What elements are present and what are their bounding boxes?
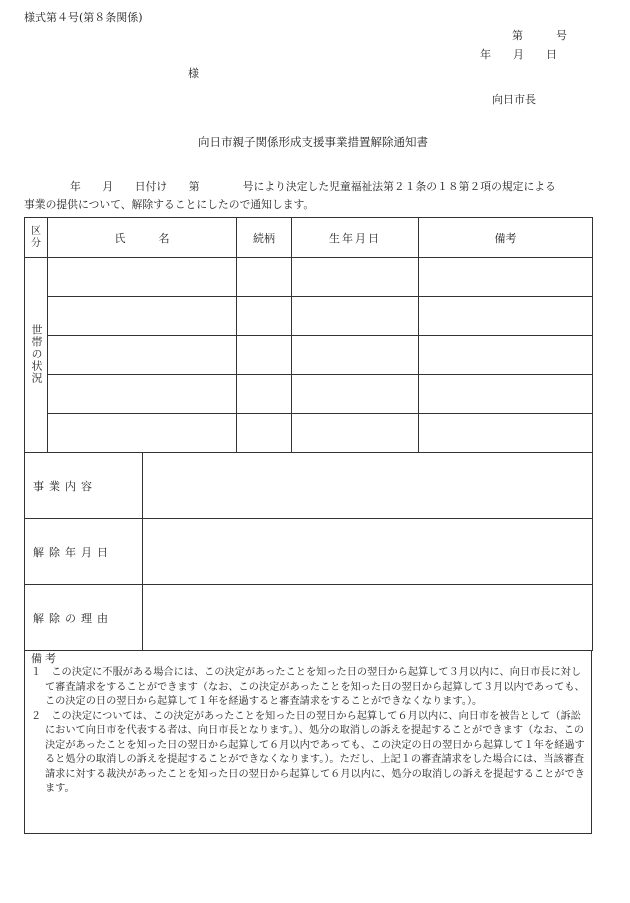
relationship-cell — [237, 258, 292, 297]
relationship-cell — [237, 297, 292, 336]
remarks-cell — [419, 258, 593, 297]
birthdate-cell — [292, 258, 419, 297]
document-title: 向日市親子関係形成支援事業措置解除通知書 — [198, 135, 428, 149]
name-cell — [48, 414, 237, 453]
household-label: 世帯の状況 — [25, 258, 48, 453]
remarks-cell — [419, 414, 593, 453]
cancellation-reason-value — [143, 585, 593, 651]
birthdate-cell — [292, 336, 419, 375]
household-table — [24, 217, 593, 651]
cancellation-reason-label: 解除の理由 — [25, 585, 143, 651]
relationship-cell — [237, 336, 292, 375]
issuer: 向日市長 — [492, 93, 536, 106]
relationship-cell — [237, 414, 292, 453]
issue-date: 年 月 日 — [480, 48, 557, 61]
remarks-cell — [419, 297, 593, 336]
form-number: 様式第４号(第８条関係) — [24, 11, 143, 24]
header-birthdate: 生年月日 — [292, 218, 419, 258]
birthdate-cell — [292, 414, 419, 453]
recipient-suffix: 様 — [188, 67, 199, 80]
body-line-1: 年 月 日付け 第 号により決定した児童福祉法第２１条の１８第２項の規定による — [70, 180, 556, 193]
header-remarks: 備考 — [419, 218, 593, 258]
business-content-label: 事業内容 — [25, 453, 143, 519]
remarks-cell — [419, 336, 593, 375]
header-name: 氏 名 — [48, 218, 237, 258]
cancellation-date-label: 解除年月日 — [25, 519, 143, 585]
birthdate-cell — [292, 375, 419, 414]
note-item-2: ２ この決定については、この決定があったことを知った日の翌日から起算して６月以内に、向日市を被告として（訴訟において向日市を代表する者は、向日市長となります。）、処分の取消しの訴えを提起することができます（なお、この決定があったことを知った日の翌日から起算して６月以内であっても、この決定の日の翌日から起算して１年を経過すると処分の取消しの訴えを提起することができなくなります。）。ただし、上記１の審査請求をした場合には、当該審査請求に対する裁決があったことを知った日の翌日から起算して６月以内に、処分の取消しの訴えを提起することができます。 — [31, 710, 585, 794]
cancellation-date-value — [143, 519, 593, 585]
header-category: 区分 — [25, 218, 48, 258]
notes-box — [24, 650, 592, 834]
name-cell — [48, 297, 237, 336]
name-cell — [48, 258, 237, 297]
document-number: 第 号 — [512, 29, 567, 42]
name-cell — [48, 375, 237, 414]
name-cell — [48, 336, 237, 375]
remarks-cell — [419, 375, 593, 414]
header-relationship: 続柄 — [237, 218, 292, 258]
body-line-2: 事業の提供について、解除することにしたので通知します。 — [24, 198, 315, 211]
business-content-value — [143, 453, 593, 519]
note-item-1: １ この決定に不服がある場合には、この決定があったことを知った日の翌日から起算して３月以内に、向日市長に対して審査請求をすることができます（なお、この決定があったことを知った日の翌日から起算して３月以内であっても、この決定の日の翌日から起算して１年を経過すると審査請求をすることができなくなります。）。 — [31, 667, 585, 707]
notes-heading: 備考 — [31, 652, 59, 665]
birthdate-cell — [292, 297, 419, 336]
relationship-cell — [237, 375, 292, 414]
